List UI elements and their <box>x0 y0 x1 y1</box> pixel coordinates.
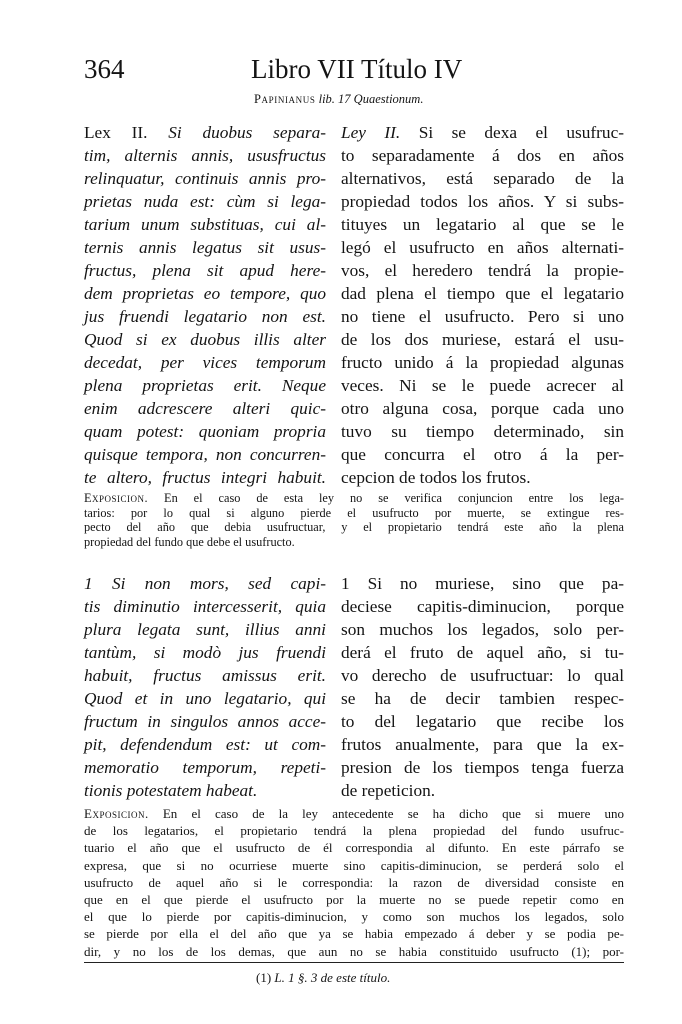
text-line: el que lo pierde por capitis-diminucion, y como son muchos los legados, solo <box>84 909 624 925</box>
text-line: usufructo de aquel año si le correspondia: la razon de diversidad consiste en <box>84 874 624 890</box>
text-line: to separadamente á dos en años <box>341 146 624 165</box>
law-heading-spanish: Ley II. <box>341 123 401 142</box>
text-line: deciese capitis-diminucion, porque <box>341 597 624 616</box>
text-line: 1 Si no muriese, sino que pa- <box>341 574 624 593</box>
text-line: derá el fruto de aquel año, si tu- <box>341 643 624 662</box>
text-line: no tiene el usufructo. Pero si uno <box>341 307 624 326</box>
text-line: dem proprietas eo tempore, quo <box>84 284 326 303</box>
text-line: tim, alternis annis, ususfructus <box>84 146 326 165</box>
text-line: que en el que pierde el usufructo por la muerte no se puede repetir como en <box>84 892 624 908</box>
text-line: fructum in singulos annos acce- <box>84 712 326 731</box>
text-line: alternativos, está separado de la <box>341 169 624 188</box>
text-line: dir, y no los de los demas, que aun no se habia constituido usufructo (1); por- <box>84 943 624 959</box>
text-line: Exposicion. En el caso de esta ley no se verifica conjuncion entre los lega- <box>84 491 624 505</box>
text-line: memoratio temporum, repeti- <box>84 758 326 777</box>
text-line: expresa, que si no ocurriese muerte sino capitis-diminucion, se perderá solo el <box>84 857 624 873</box>
source-work: lib. 17 Quaestionum. <box>315 92 424 106</box>
text-line: que concurra el otro á la per- <box>341 445 624 464</box>
page-number: 364 <box>84 54 125 84</box>
text-line: vo derecho de usufructuar: lo qual <box>341 666 624 685</box>
footnote-rule <box>84 962 624 963</box>
text-line: prietas nuda est: cùm si lega- <box>84 192 326 211</box>
text-line: veces. Ni se le puede acrecer al <box>341 376 624 395</box>
text-line: fructus, plena sit apud here- <box>84 261 326 280</box>
text-line: tarios: por lo qual si alguno pierde el usufructo por muerte, se extingue res- <box>84 505 624 520</box>
text-line: otro alguna cosa, porque cada uno <box>341 399 624 418</box>
text-line: son muchos los legados, solo per- <box>341 620 624 639</box>
text-line: plena proprietas erit. Neque <box>84 376 326 395</box>
text-line: pit, defendendum est: ut com- <box>84 735 326 754</box>
text-line: Quod si ex duobus illis alter <box>84 330 326 349</box>
running-title: Libro VII Título IV <box>251 54 463 84</box>
text-line: relinquatur, continuis annis pro- <box>84 169 326 188</box>
text-line: jus fruendi legatario non est. <box>84 307 326 326</box>
footnote-reference: L. 1 §. 3 de este título. <box>274 970 391 985</box>
text-line: tis diminutio intercesserit, quia <box>84 597 326 616</box>
text-line: vos, el heredero tendrá la propie- <box>341 261 624 280</box>
text-line: fructo unido á la propiedad algunas <box>341 353 624 372</box>
text-line: ternis annis legatus sit usus- <box>84 238 326 257</box>
law-heading-latin: Lex II. <box>84 123 148 142</box>
text-line: Ley II. Si se dexa el usufruc- <box>341 123 624 142</box>
text-line: to del legatario que recibe los <box>341 712 624 731</box>
text-line: tituyes un legatario al que se le <box>341 215 624 234</box>
text-line: tuario el año que el usufructo de él correspondia al difunto. En este párrafo se <box>84 840 624 856</box>
text-line: decedat, per vices temporum <box>84 353 326 372</box>
text-line: de repeticion. <box>341 781 436 800</box>
text-line: Lex II. Si duobus separa- <box>84 123 326 142</box>
text-line: dad plena el tiempo que el legatario <box>341 284 624 303</box>
footnote <box>256 970 390 986</box>
spanish-section-text <box>341 572 624 802</box>
exposition-paragraph <box>84 805 624 960</box>
text-line: tuvo su tiempo determinado, sin <box>341 422 624 441</box>
text-line: propiedad del fundo que debe el usufructo. <box>84 534 295 549</box>
spanish-law-text <box>341 121 624 489</box>
exposition-label: Exposicion. <box>84 806 149 821</box>
source-author: Papinianus <box>254 92 316 106</box>
text-line: tionis potestatem habeat. <box>84 781 258 800</box>
text-line: se ha de decir tambien respec- <box>341 689 624 708</box>
exposition-paragraph <box>84 491 624 549</box>
text-line: de los legatarios, el propietario tendrá la plena propiedad del fundo usufruc- <box>84 823 624 839</box>
text-line: te altero, fructus integri habuit. <box>84 468 326 487</box>
text-line: cepcion de todos los frutos. <box>341 468 531 487</box>
text-line: se pierde por ella el del año que ya se habia empezado á deber y se podia pe- <box>84 926 624 942</box>
text-line: enim adcrescere alteri quic- <box>84 399 326 418</box>
latin-section-text <box>84 572 326 802</box>
text-line: Quod et in uno legatario, qui <box>84 689 326 708</box>
text-line: propiedad todos los años. Y si subs- <box>341 192 624 211</box>
text-line: Exposicion. En el caso de la ley antecedente se ha dicho que si muere uno <box>84 806 624 821</box>
text-line: de los dos muriese, estará el usu- <box>341 330 624 349</box>
text-line: tantùm, si modò jus fruendi <box>84 643 326 662</box>
text-line: quam potest: quoniam propria <box>84 422 326 441</box>
exposition-label: Exposicion. <box>84 491 149 505</box>
latin-law-text <box>84 121 326 489</box>
text-line: 1 Si non mors, sed capi- <box>84 574 326 593</box>
text-line: pecto del año que debia usufructuar, y el propietario tendrá este año la plena <box>84 520 624 534</box>
text-line: presion de los tiempos tenga fuerza <box>341 758 624 777</box>
text-line: tarium unum substituas, cui al- <box>84 215 326 234</box>
text-line: habuit, fructus amissus erit. <box>84 666 326 685</box>
source-citation <box>254 92 423 107</box>
text-line: frutos anualmente, para que la ex- <box>341 735 624 754</box>
text-line: quisque tempora, non concurren- <box>84 445 326 464</box>
text-line: plura legata sunt, illius anni <box>84 620 326 639</box>
text-line: legó el usufructo en años alternati- <box>341 238 624 257</box>
footnote-marker: (1) <box>256 970 275 985</box>
